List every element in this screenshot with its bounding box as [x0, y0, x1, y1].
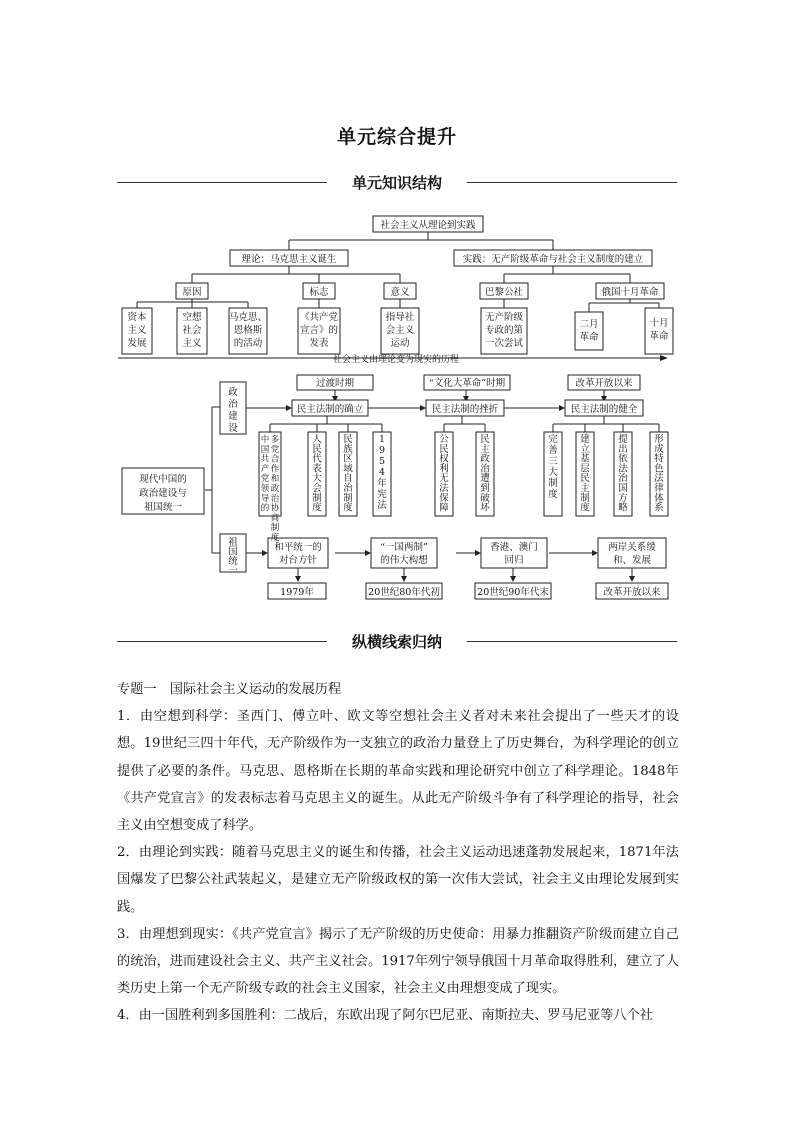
paragraph-4: 4．由一国胜利到多国胜利：二战后，东欧出现了阿尔巴尼亚、南斯拉夫、罗马尼亚等八个社	[117, 1008, 653, 1024]
section-title: 纵横线索归纳	[351, 633, 442, 651]
vertical-grassroots-democracy: 建	[580, 434, 590, 445]
vertical-regional-autonomy: 度	[343, 502, 353, 514]
leaf-october-revolution: 革命	[649, 331, 669, 342]
vertical-improve-systems: 完	[548, 434, 558, 445]
vertical-1954-constitution: 4	[378, 467, 386, 478]
vertical-npc-system: 会	[312, 483, 322, 494]
vertical-improve-systems: 制	[548, 478, 558, 489]
vertical-democracy-damaged: 治	[480, 463, 490, 475]
vertical-rule-of-law: 出	[618, 443, 628, 455]
vertical-regional-autonomy: 区	[343, 453, 353, 465]
vertical-multiparty-cooperation: 中	[260, 435, 270, 445]
vertical-regional-autonomy: 制	[343, 492, 353, 504]
node-time-1980s: 20世纪80年代初	[368, 587, 440, 598]
leaf-marx-engels: 的活动	[233, 338, 263, 349]
vertical-democracy-damaged: 政	[480, 453, 490, 465]
section-heading-clues	[117, 631, 677, 651]
vertical-rule-of-law: 治	[618, 473, 628, 485]
vertical-multiparty-cooperation: 制	[270, 523, 280, 534]
leaf-capitalism: 资本	[127, 312, 147, 323]
vertical-multiparty-cooperation: 政	[270, 484, 280, 494]
leaf-utopian-socialism: 主义	[182, 338, 202, 349]
leaf-manifesto: 发表	[309, 338, 329, 349]
vertical-multiparty-cooperation: 治	[270, 493, 280, 504]
divider	[467, 641, 677, 642]
vertical-1954-constitution: 年	[377, 478, 387, 489]
node-cultural-revolution: “文化大革命”时期	[428, 378, 506, 389]
node-reason: 原因	[182, 287, 202, 298]
node-reunification: 祖	[228, 537, 238, 548]
vertical-democracy-damaged: 民	[480, 434, 490, 445]
vertical-regional-autonomy: 域	[343, 463, 353, 475]
leaf-marx-engels: 马克思、	[228, 312, 268, 323]
leaf-capitalism: 主义	[127, 325, 147, 336]
vertical-grassroots-democracy: 度	[580, 502, 590, 514]
node-political-construction: 治	[228, 399, 238, 410]
paragraph-1: 1．由空想到科学：圣西门、傅立叶、欧文等空想社会主义者对未来社会提出了一些天才的设想。19世纪三四十年代，无产阶级作为一支独立的政治力量登上了历史舞台，为科学理论的创立提供了必要的条件。马克思、恩格斯在长期的革命实践和理论研究中创立了科学理论。1848年《共产党宣言》的发表标志着马克思主义的诞生。从此无产阶级斗争有了科学理论的指导，社会主义由空想变成了科学。	[117, 709, 679, 834]
vertical-npc-system: 度	[312, 502, 322, 514]
leaf-guide-movement: 会主义	[385, 325, 415, 336]
vertical-improve-systems: 善	[548, 445, 558, 456]
node-sign: 标志	[309, 287, 329, 298]
vertical-rights-unprotected: 权	[439, 453, 449, 465]
body-text	[117, 676, 679, 1030]
node-october-revolution: 俄国十月革命	[601, 287, 659, 298]
node-transition-period: 过渡时期	[315, 378, 355, 389]
leaf-october-revolution: 十月	[649, 318, 669, 329]
vertical-rights-unprotected: 保	[439, 492, 449, 504]
node-meaning: 意义	[390, 287, 410, 298]
leaf-manifesto: 宣言》的	[299, 325, 339, 336]
vertical-rule-of-law: 提	[618, 434, 628, 445]
leaf-guide-movement: 指导社	[385, 312, 415, 323]
vertical-multiparty-cooperation: 共	[260, 454, 270, 465]
vertical-legal-system: 形	[654, 434, 664, 445]
leaf-manifesto: 《共产党	[299, 312, 339, 323]
vertical-multiparty-cooperation: 作	[270, 464, 280, 475]
vertical-rights-unprotected: 无	[439, 473, 449, 485]
leaf-proletarian-dictatorship: 一次尝试	[484, 338, 524, 349]
vertical-npc-system: 人	[312, 434, 322, 445]
vertical-rule-of-law: 国	[618, 483, 628, 494]
vertical-multiparty-cooperation: 多	[270, 435, 280, 445]
vertical-rights-unprotected: 民	[439, 443, 449, 455]
vertical-multiparty-cooperation: 协	[270, 503, 280, 514]
node-one-country-two-systems: 的伟大构想	[380, 555, 428, 566]
node-reunification: 统	[228, 556, 238, 567]
node-peaceful-reunification: 和平统一的	[274, 542, 322, 553]
vertical-grassroots-democracy: 层	[580, 463, 590, 475]
vertical-1954-constitution: 9	[378, 445, 386, 456]
vertical-rule-of-law: 法	[618, 463, 628, 475]
vertical-rights-unprotected: 障	[439, 502, 449, 514]
vertical-legal-system: 系	[654, 502, 664, 514]
topic-heading: 专题一 国际社会主义运动的发展历程	[117, 682, 342, 697]
vertical-democracy-damaged: 破	[480, 492, 490, 504]
vertical-1954-constitution: 法	[377, 500, 387, 511]
node-cross-strait-relations: 两岸关系缓	[608, 542, 656, 553]
vertical-democracy-damaged: 坏	[480, 502, 490, 514]
vertical-multiparty-cooperation: 领	[260, 484, 270, 494]
node-reform-era: 改革开放以来	[575, 378, 633, 389]
vertical-npc-system: 民	[312, 443, 322, 455]
vertical-multiparty-cooperation: 商	[270, 513, 280, 524]
vertical-multiparty-cooperation: 合	[270, 454, 280, 465]
vertical-npc-system: 大	[312, 473, 322, 485]
node-modern-china: 政治建设与	[139, 488, 187, 499]
node-practice: 实践：无产阶级革命与社会主义制度的建立	[462, 254, 644, 265]
vertical-multiparty-cooperation: 度	[270, 533, 280, 543]
leaf-utopian-socialism: 空想	[182, 312, 202, 323]
vertical-1954-constitution: 宪	[377, 489, 387, 500]
page-title: 单元综合提升	[336, 126, 457, 148]
vertical-npc-system: 表	[312, 463, 322, 475]
node-political-construction: 政	[228, 387, 238, 398]
vertical-democracy-damaged: 到	[480, 483, 490, 494]
node-hk-macau-return: 香港、澳门	[490, 542, 538, 553]
node-modern-china: 现代中国的	[139, 474, 187, 485]
vertical-rights-unprotected: 利	[439, 463, 449, 475]
vertical-rule-of-law: 略	[618, 502, 628, 514]
paragraph-3: 3．由理想到现实：《共产党宣言》揭示了无产阶级的历史使命：用暴力推翻资产阶级而建立自己的统治，进而建设社会主义、共产主义社会。1917年列宁领导俄国十月革命取得胜利，建立了人类历史上第一个无产阶级专政的社会主义国家，社会主义由理想变成了现实。	[117, 926, 679, 997]
vertical-rule-of-law: 方	[618, 492, 628, 504]
vertical-grassroots-democracy: 制	[580, 492, 590, 504]
vertical-rule-of-law: 依	[618, 453, 628, 465]
vertical-democracy-damaged: 遭	[480, 473, 490, 485]
vertical-improve-systems: 度	[548, 489, 558, 500]
leaf-february-revolution: 革命	[579, 332, 599, 343]
leaf-marx-engels: 恩格斯	[233, 325, 263, 336]
vertical-regional-autonomy: 自	[343, 473, 353, 485]
vertical-legal-system: 法	[654, 473, 664, 485]
node-modern-china: 祖国统一	[143, 502, 183, 513]
vertical-legal-system: 律	[654, 483, 664, 494]
vertical-multiparty-cooperation: 的	[260, 503, 270, 514]
node-hk-macau-return: 回归	[504, 555, 524, 566]
vertical-multiparty-cooperation: 产	[260, 464, 270, 475]
leaf-capitalism: 发展	[127, 338, 147, 349]
node-peaceful-reunification: 对台方针	[278, 555, 318, 566]
node-time-1979: 1979年	[280, 587, 314, 598]
node-political-construction: 建	[228, 411, 238, 422]
vertical-1954-constitution: 5	[378, 456, 386, 467]
vertical-rights-unprotected: 法	[439, 483, 449, 494]
vertical-legal-system: 成	[654, 443, 664, 455]
leaf-proletarian-dictatorship: 无产阶级	[484, 312, 524, 323]
node-legal-establish: 民主法制的确立	[296, 404, 364, 415]
node-legal-setback: 民主法制的挫折	[431, 404, 499, 415]
vertical-multiparty-cooperation: 党	[270, 444, 280, 455]
node-paris-commune: 巴黎公社	[484, 287, 524, 298]
node-reunification: 一	[228, 565, 238, 577]
node-cross-strait-relations: 和、发展	[612, 555, 652, 566]
vertical-multiparty-cooperation: 国	[260, 444, 270, 455]
leaf-proletarian-dictatorship: 专政的第	[484, 325, 524, 336]
vertical-npc-system: 制	[312, 492, 322, 504]
vertical-grassroots-democracy: 民	[580, 473, 590, 485]
vertical-legal-system: 色	[654, 463, 664, 475]
vertical-improve-systems: 三	[548, 456, 558, 467]
node-time-reform: 改革开放以来	[603, 587, 661, 598]
vertical-legal-system: 特	[654, 453, 664, 465]
vertical-multiparty-cooperation: 和	[270, 474, 280, 485]
vertical-grassroots-democracy: 主	[580, 483, 590, 494]
vertical-grassroots-democracy: 基	[580, 453, 590, 465]
vertical-npc-system: 代	[312, 453, 322, 465]
vertical-grassroots-democracy: 立	[580, 443, 590, 455]
vertical-regional-autonomy: 民	[343, 434, 353, 445]
section-title: 单元知识结构	[351, 174, 442, 192]
vertical-multiparty-cooperation: 党	[260, 474, 270, 485]
node-reunification: 国	[228, 546, 238, 558]
leaf-guide-movement: 运动	[390, 338, 410, 349]
node-legal-improve: 民主法制的健全	[570, 404, 638, 415]
vertical-rights-unprotected: 公	[439, 434, 449, 445]
paragraph-2: 2．由理论到实践：随着马克思主义的诞生和传播，社会主义运动迅速蓬勃发展起来，1871年法国爆发了巴黎公社武装起义，是建立无产阶级政权的第一次伟大尝试，社会主义由理论发展到实践。	[117, 845, 679, 915]
node-political-construction: 设	[228, 423, 238, 434]
node-one-country-two-systems: “一国两制”	[380, 542, 428, 553]
vertical-democracy-damaged: 主	[480, 443, 490, 455]
vertical-legal-system: 体	[654, 492, 664, 504]
vertical-1954-constitution: 1	[378, 434, 386, 445]
node-time-1990s: 20世纪90年代末	[477, 587, 549, 598]
leaf-february-revolution: 二月	[579, 319, 599, 330]
leaf-utopian-socialism: 社会	[182, 325, 202, 336]
arrow-caption: 社会主义由理论变为现实的历程	[332, 355, 460, 365]
vertical-multiparty-cooperation: 导	[260, 493, 270, 504]
vertical-regional-autonomy: 治	[343, 483, 353, 494]
vertical-regional-autonomy: 族	[343, 443, 353, 455]
vertical-improve-systems: 大	[548, 467, 558, 478]
node-theory: 理论：马克思主义诞生	[241, 254, 337, 265]
node-root: 社会主义从理论到实践	[380, 220, 476, 231]
